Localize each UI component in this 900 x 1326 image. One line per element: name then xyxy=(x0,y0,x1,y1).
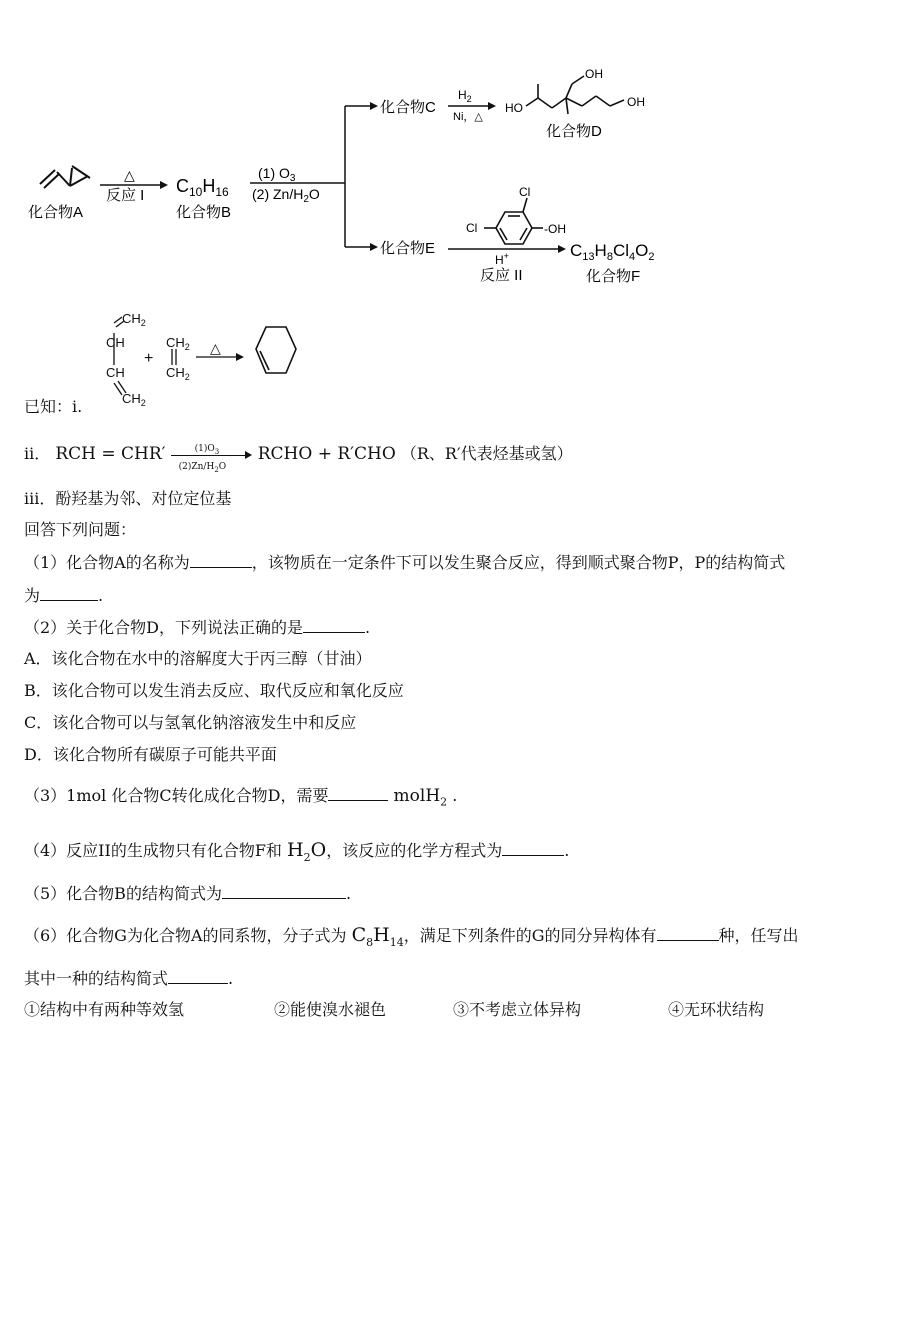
question-2 xyxy=(24,618,370,638)
h-plus-label: H+ xyxy=(495,251,509,267)
q2-text: （2）关于化合物D，下列说法正确的是 xyxy=(24,618,304,637)
reaction1-arrowhead xyxy=(160,181,168,189)
reaction2-arrowhead xyxy=(558,245,566,253)
da-arrowhead xyxy=(236,353,244,361)
compound-a-structure xyxy=(40,166,90,188)
questions-intro: 回答下列问题： xyxy=(24,520,137,539)
known-ii-under: $(2)Zn/H_2O$ xyxy=(178,461,227,474)
question-6-line2 xyxy=(24,969,233,989)
q6-text-c: 种，任写出 xyxy=(718,926,799,945)
q3-period: . xyxy=(452,786,458,805)
known-i-diagram xyxy=(90,305,310,410)
diene-ch-1: CH xyxy=(106,335,125,350)
phenol-oh: -OH xyxy=(544,222,566,236)
known-ii-reactant: RCH = CHR′ xyxy=(55,444,166,464)
known-ii-prefix: ii． xyxy=(24,444,51,463)
q6-text-a: （6）化合物G为化合物A的同系物，分子式为 xyxy=(24,926,347,945)
known-ii xyxy=(24,443,573,474)
q5-period: . xyxy=(345,884,352,903)
diene-ch2-top: $CH_2$ xyxy=(122,311,146,328)
question-6-line1 xyxy=(24,925,799,953)
compound-b-label: 化合物B xyxy=(176,204,232,221)
branch-c-arrowhead xyxy=(370,102,378,110)
q6-formula: $C_8H_{14}$ xyxy=(351,924,404,949)
q2-blank[interactable] xyxy=(303,618,365,633)
ene-ch2-bottom: $CH_2$ xyxy=(166,365,190,382)
question-3 xyxy=(24,786,457,812)
compound-e-label: 化合物E xyxy=(380,240,436,257)
condition-2: ②能使溴水褪色 xyxy=(274,1000,387,1019)
q5-blank[interactable] xyxy=(222,884,346,899)
ni-heat-label: Ni，△ xyxy=(453,111,483,123)
reaction2-label: 反应 II xyxy=(480,267,523,284)
q2-period: . xyxy=(365,618,371,637)
da-heat: △ xyxy=(210,340,221,356)
question-1-line2 xyxy=(24,586,103,606)
compound-b-formula: $C_{10}H_{16}$ xyxy=(176,176,229,199)
compound-d-label: 化合物D xyxy=(546,123,602,140)
q6-text-b: ，满足下列条件的G的同分异构体有 xyxy=(403,926,657,945)
compound-c-label: 化合物C xyxy=(380,99,436,116)
compound-d-ho: HO xyxy=(505,101,523,115)
compound-f-formula: $C_{13}H_8Cl_4O_2$ xyxy=(570,241,655,263)
condition-3: ③不考虑立体异构 xyxy=(453,1000,582,1019)
known-ii-arrow xyxy=(171,443,253,474)
compound-d-oh-top: OH xyxy=(585,67,603,81)
hydrogenation-arrowhead xyxy=(488,102,496,110)
reaction1-label: 反应 I xyxy=(106,187,145,204)
condition-1: ①结构中有两种等效氢 xyxy=(24,1000,185,1019)
phenol-cl-top: Cl xyxy=(519,185,531,199)
question-4 xyxy=(24,840,569,868)
q1-blank-structure[interactable] xyxy=(40,586,98,601)
option-b: B．该化合物可以发生消去反应、取代反应和氧化反应 xyxy=(24,681,404,700)
compound-d-structure xyxy=(526,76,624,114)
q4-blank[interactable] xyxy=(502,841,564,856)
q1-text-c: 为 xyxy=(24,586,41,605)
q3-unit: molH$_2$ xyxy=(393,786,448,809)
q4-text-a: （4）反应II的生成物只有化合物F和 xyxy=(24,841,282,860)
condition-4: ④无环状结构 xyxy=(668,1000,765,1019)
option-a: A．该化合物在水中的溶解度大于丙三醇（甘油） xyxy=(24,649,372,668)
q3-text: （3）1mol 化合物C转化成化合物D，需要 xyxy=(24,786,329,805)
reaction1-heat: △ xyxy=(124,167,135,183)
q4-text-b: ，该反应的化学方程式为 xyxy=(326,841,503,860)
h2-label: $H_2$ xyxy=(458,88,472,104)
known-ii-over: $(1)O_3$ xyxy=(194,443,220,456)
compound-a-label: 化合物A xyxy=(28,204,84,221)
ene-ch2-top: $CH_2$ xyxy=(166,335,190,352)
q6-period: . xyxy=(228,969,234,988)
diene-ch-2: CH xyxy=(106,365,125,380)
q1-text-b: ，该物质在一定条件下可以发生聚合反应，得到顺式聚合物P，P的结构简式 xyxy=(251,553,786,572)
phenol-cl-left: Cl xyxy=(466,221,478,235)
plus-sign: + xyxy=(144,350,154,367)
known-label: 已知：i. xyxy=(24,397,83,416)
question-5 xyxy=(24,884,351,904)
dichlorophenol-structure xyxy=(484,198,543,244)
compound-f-label: 化合物F xyxy=(586,268,641,285)
reaction-scheme xyxy=(0,0,900,300)
q1-text-a: （1）化合物A的名称为 xyxy=(24,553,190,572)
question-1-line1 xyxy=(24,553,785,573)
option-c: C．该化合物可以与氢氧化钠溶液发生中和反应 xyxy=(24,713,357,732)
q6-blank-count[interactable] xyxy=(657,926,719,941)
ozone-step2: (2) $Zn/H_2O$ xyxy=(252,186,320,205)
q1-blank-name[interactable] xyxy=(190,553,252,568)
q3-blank[interactable] xyxy=(328,786,388,801)
q4-period: . xyxy=(564,841,570,860)
q6-blank-structure[interactable] xyxy=(168,969,228,984)
compound-d-oh-right: OH xyxy=(627,95,645,109)
q1-period: . xyxy=(98,586,104,605)
diene-ch2-bottom: $CH_2$ xyxy=(122,391,146,408)
known-iii: iii．酚羟基为邻、对位定位基 xyxy=(24,489,232,508)
q6-text-d: 其中一种的结构简式 xyxy=(24,969,169,988)
known-ii-note: （R、R′代表烃基或氢） xyxy=(400,444,573,463)
q5-text: （5）化合物B的结构简式为 xyxy=(24,884,222,903)
ozone-step1: (1) $O_3$ xyxy=(258,165,296,184)
cyclohexene-structure xyxy=(256,327,296,373)
branch-e-arrowhead xyxy=(370,243,378,251)
q4-h2o: $H_2O$ xyxy=(287,839,327,864)
known-ii-product: RCHO + R′CHO xyxy=(257,444,396,464)
option-d: D．该化合物所有碳原子可能共平面 xyxy=(24,745,277,764)
